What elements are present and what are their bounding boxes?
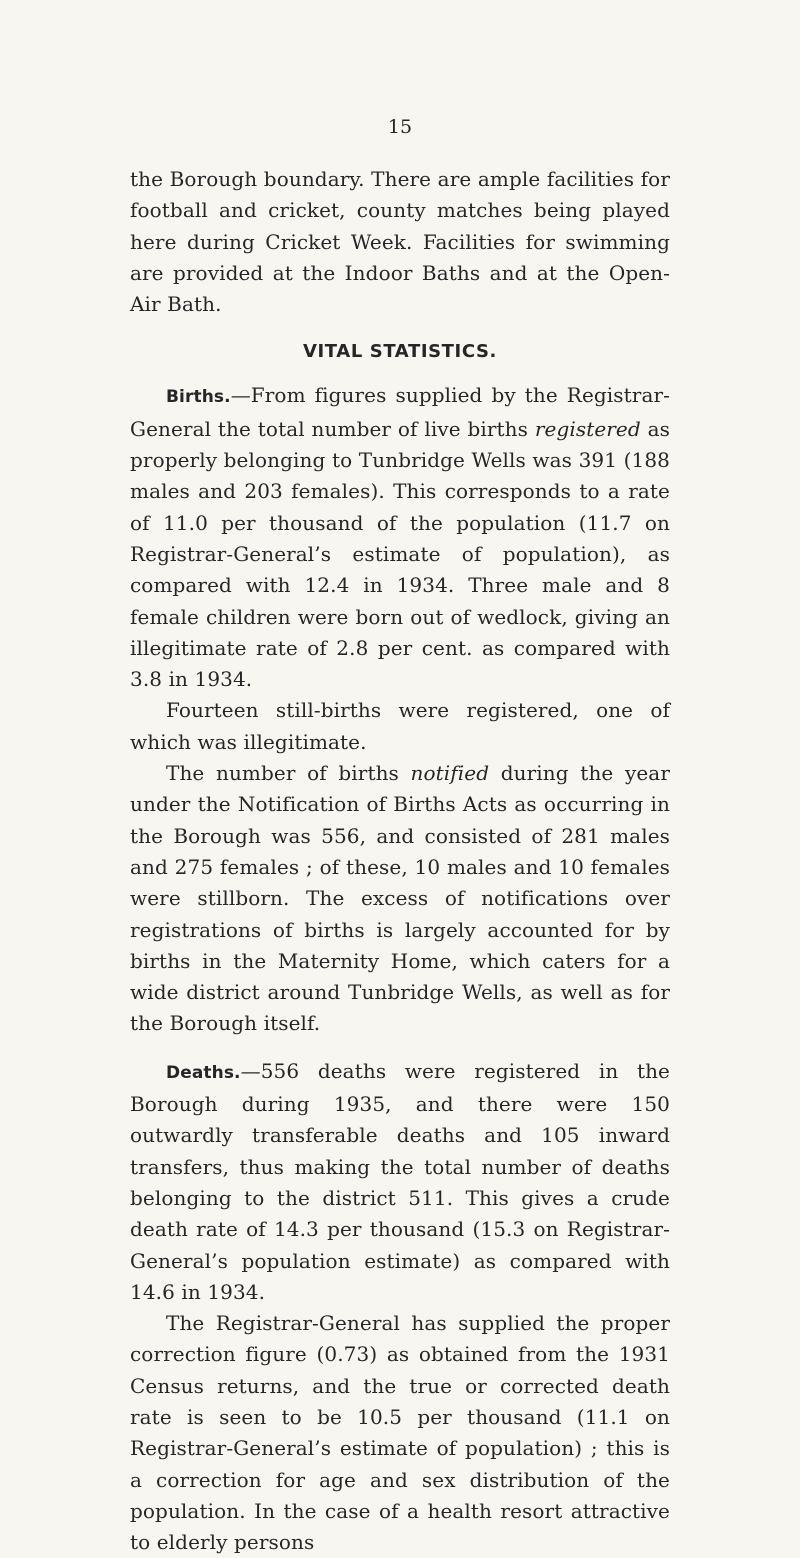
births-text-b: as properly belonging to Tunbridge Wells was 391 (188 males and 203 females). This corresponds to a rate of 11.0 per thousand of the population (11.7 on Registrar-General’s estimate of population), as compared with 12.4 in 1934. Three male and 8 female children were born out of wedlock, giving an illegitimate rate of 2.8 per cent. as compared with 3.8 in 1934.: [130, 416, 670, 692]
paragraph-births: [130, 380, 670, 695]
notified-emphasis: notified: [410, 761, 490, 786]
notified-text-a: The number of births: [166, 761, 411, 786]
paragraph-facilities: the Borough boundary. There are ample facilities for football and cricket, county matches being played here during Cricket Week. Facilities for swimming are provided at the Indoor Baths and at the Open-Air Bath.: [130, 167, 670, 317]
notified-text-b: during the year under the Notification of Births Acts as occurring in the Borough was 556, and consisted of 281 males and 275 females ; of these, 10 males and 10 females were stillborn. The excess of notifications over registrations of births is largely accounted for by births in the Maternity Home, which caters for a wide district around Tunbridge Wells, as well as for the Borough itself.: [130, 761, 670, 1036]
paragraph-deaths: [130, 1056, 670, 1308]
paragraph-notified: [130, 758, 670, 1040]
page-number: 15: [387, 116, 413, 138]
deaths-lead: Deaths.: [166, 1062, 241, 1083]
section-heading: VITAL STATISTICS.: [302, 341, 497, 363]
births-text-a: —From figures supplied by the Registrar-General the total number of live births: [130, 383, 670, 441]
births-emphasis: registered: [534, 416, 641, 441]
paragraph-correction: The Registrar-General has supplied the proper correction figure (0.73) as obtained from the 1931 Census returns, and the true or corrected death rate is seen to be 10.5 per thousand (11.1 on Registrar-General’s estimate of population) ; this is a correction for age and sex distribution of the population. In the case of a health resort attractive to elderly persons: [130, 1311, 670, 1555]
paragraph-stillbirths: Fourteen still-births were registered, one of which was illegitimate.: [130, 698, 670, 754]
body-text: [130, 164, 670, 1558]
deaths-text: —556 deaths were registered in the Borough during 1935, and there were 150 outwardly transferable deaths and 105 inward transfers, thus making the total number of deaths belonging to the district 511. This gives a crude death rate of 14.3 per thousand (15.3 on Registrar-General’s population estimate) as compared with 14.6 in 1934.: [130, 1058, 670, 1304]
births-lead: Births.: [166, 387, 231, 408]
